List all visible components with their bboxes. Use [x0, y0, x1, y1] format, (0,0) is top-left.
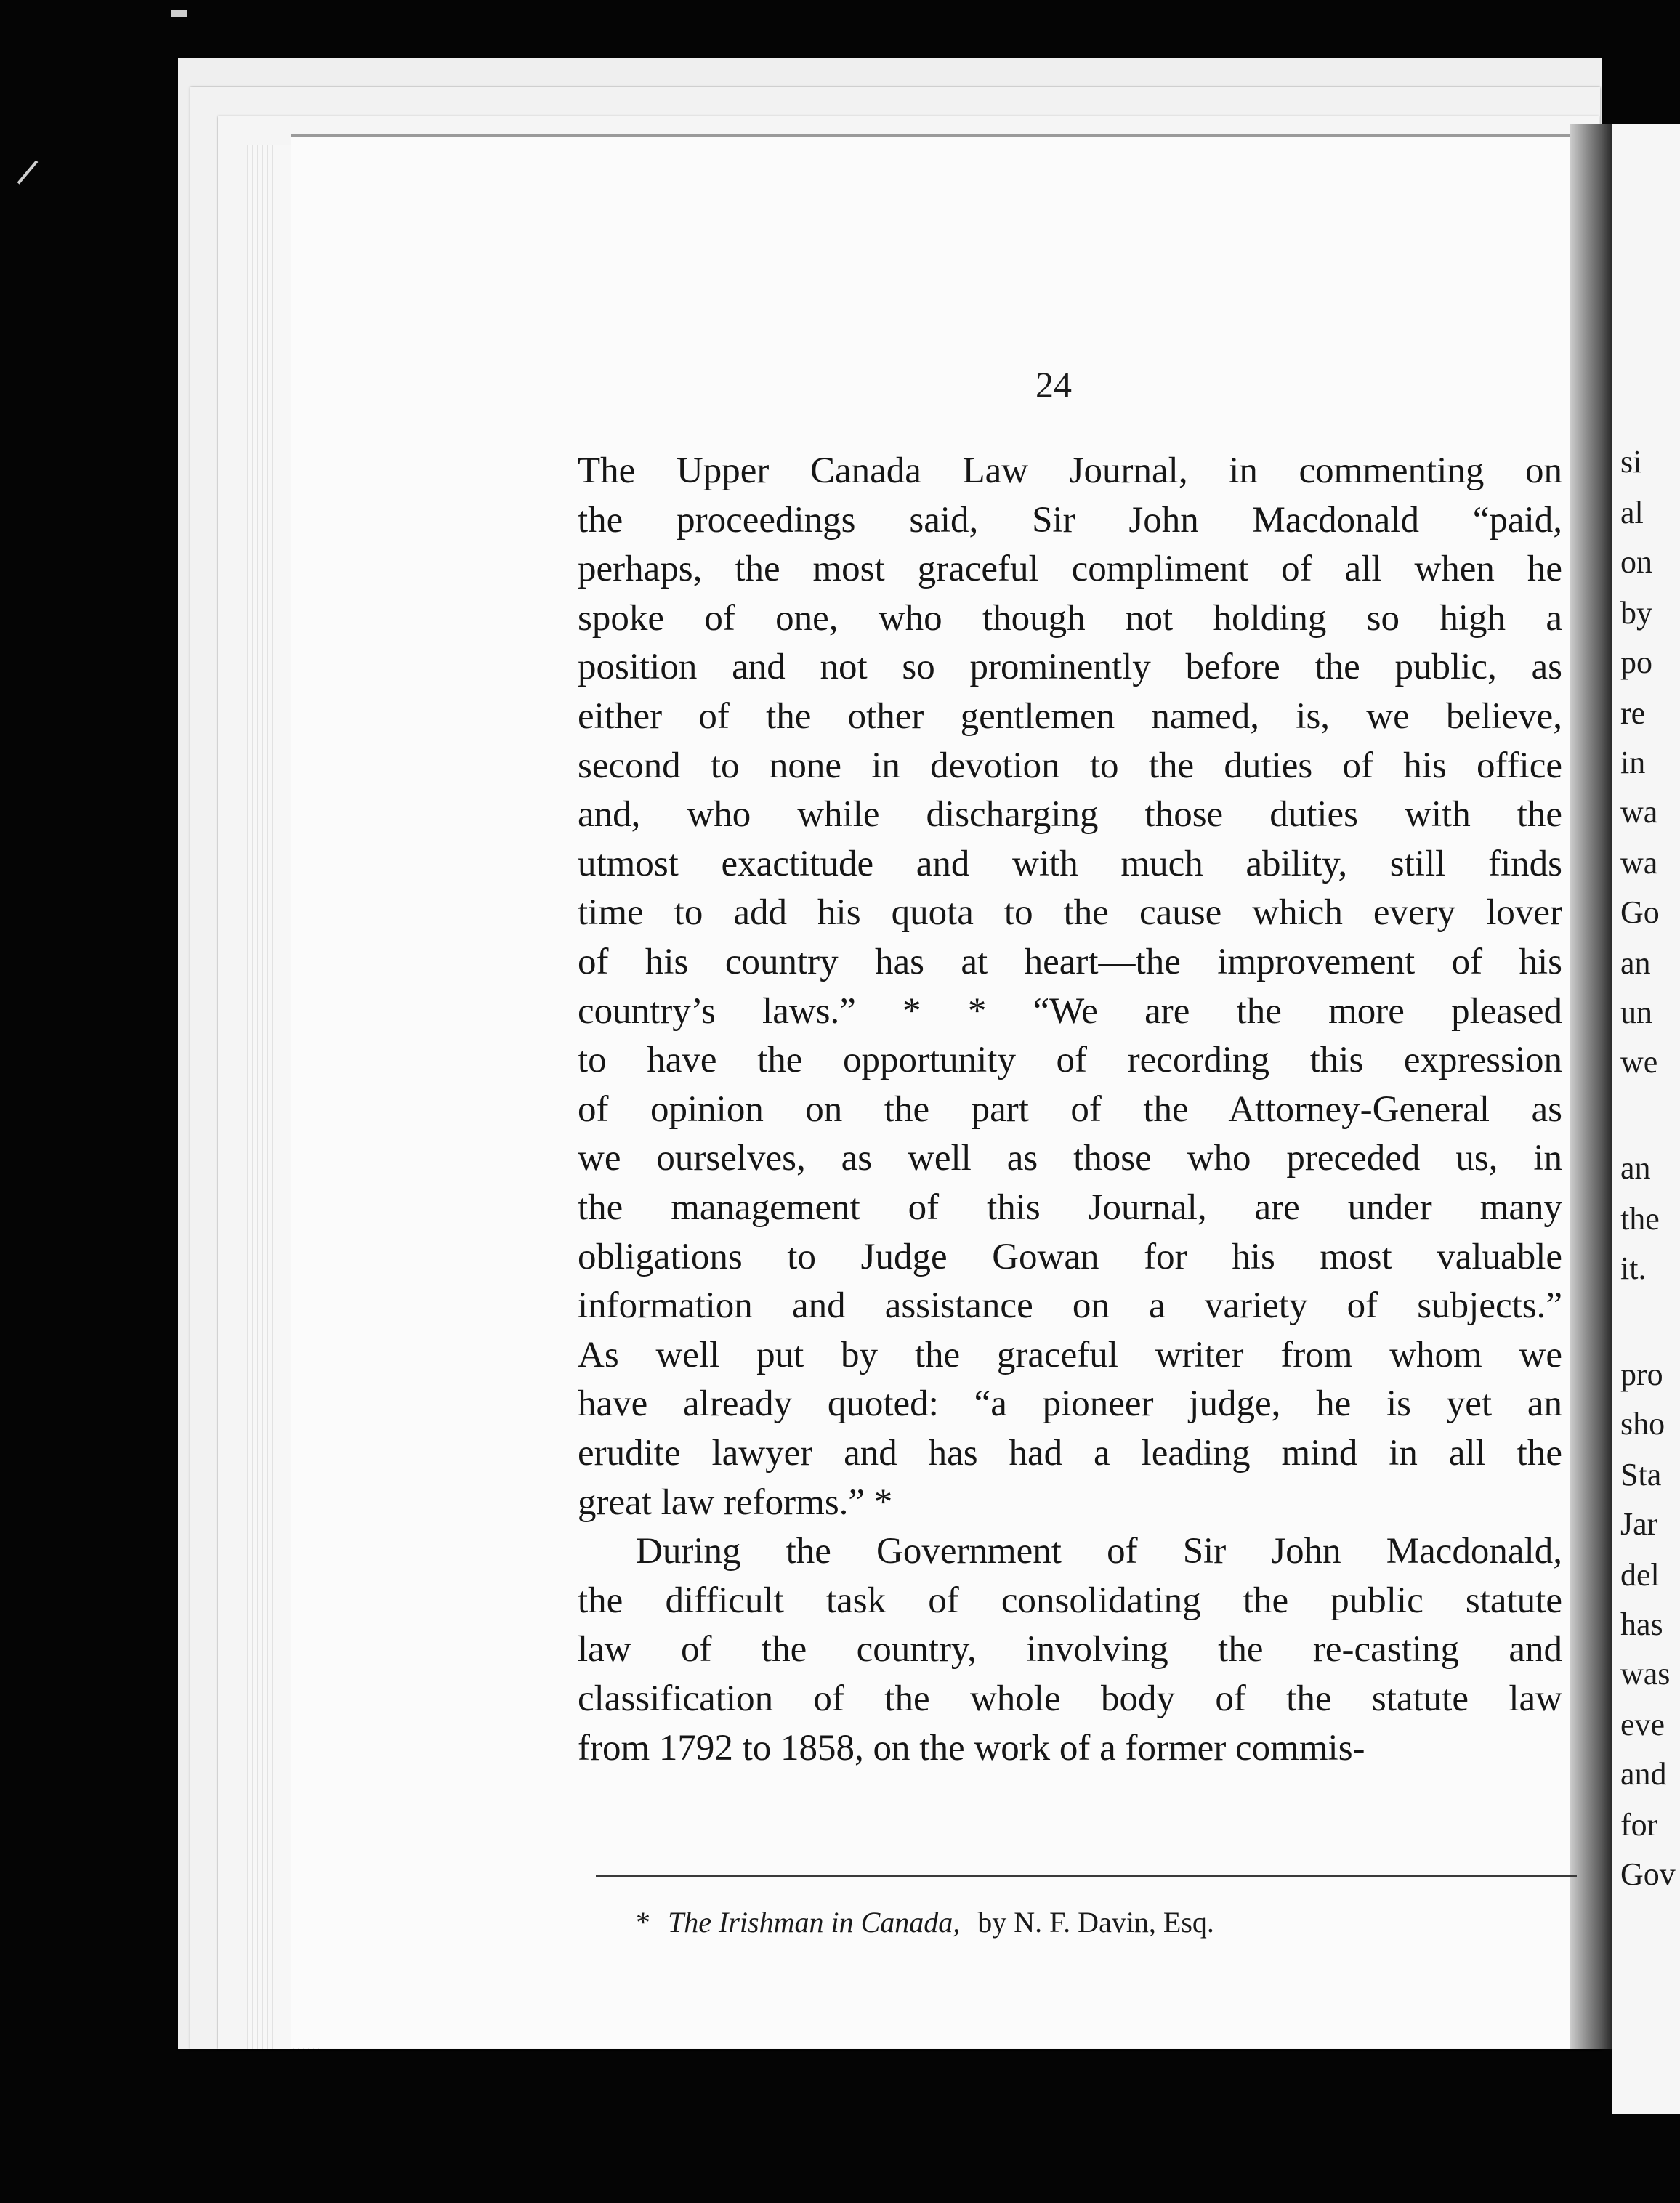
facing-page-fragment: and	[1620, 1756, 1667, 1792]
text-line: and, who while discharging those duties with the	[578, 794, 1562, 836]
text-line: to have the opportunity of recording this expression	[578, 1040, 1562, 1081]
text-line: The Upper Canada Law Journal, in commenting on	[578, 450, 1562, 491]
text-line: During the Government of Sir John Macdonald,	[636, 1531, 1562, 1572]
text-line: time to add his quota to the cause which every lover	[578, 892, 1562, 934]
text-line: of opinion on the part of the Attorney-General as	[578, 1088, 1562, 1130]
facing-page-fragment: al	[1620, 495, 1644, 530]
facing-page-fragment: an	[1620, 1150, 1651, 1186]
facing-page-fragment: Jar	[1620, 1506, 1658, 1542]
facing-page-fragment: wa	[1620, 845, 1658, 881]
facing-page-fragment: Sta	[1620, 1457, 1662, 1492]
text-line: of his country has at heart—the improvement of his	[578, 942, 1562, 982]
facing-page-fragment: an	[1620, 945, 1651, 981]
facing-page-fragment: by	[1620, 595, 1652, 631]
facing-page-fragment: eve	[1620, 1707, 1665, 1742]
facing-page-fragment: in	[1620, 745, 1646, 780]
text-line: from 1792 to 1858, on the work of a former commis-	[578, 1727, 1365, 1769]
book-gutter-shadow	[1570, 124, 1612, 2049]
scan-speck	[171, 10, 187, 17]
text-line: we ourselves, as well as those who preceded us, in	[578, 1138, 1562, 1179]
facing-page-fragment: has	[1620, 1606, 1663, 1642]
text-line: position and not so prominently before the public, as	[578, 647, 1562, 688]
text-line: law of the country, involving the re-casting and	[578, 1629, 1562, 1670]
footnote-rule	[596, 1875, 1577, 1877]
facing-page-fragment: was	[1620, 1656, 1671, 1691]
text-line: As well put by the graceful writer from whom we	[578, 1334, 1562, 1375]
facing-page	[1612, 124, 1680, 2114]
text-line: the proceedings said, Sir John Macdonald “paid,	[578, 499, 1562, 541]
facing-page-fragment: sho	[1620, 1406, 1665, 1442]
text-line: perhaps, the most graceful compliment of all when he	[578, 549, 1562, 590]
facing-page-fragment: Go	[1620, 894, 1660, 930]
facing-page-fragment: wa	[1620, 794, 1658, 830]
text-line: either of the other gentlemen named, is, we believe,	[578, 696, 1562, 737]
text-line: information and assistance on a variety of subjects.”	[578, 1285, 1562, 1327]
footnote-rest: by N. F. Davin, Esq.	[977, 1906, 1214, 1939]
facing-page-fragment: Gov	[1620, 1856, 1676, 1892]
facing-page-fragment: un	[1620, 995, 1652, 1030]
text-line: the difficult task of consolidating the public statute	[578, 1580, 1562, 1621]
facing-page-fragment: si	[1620, 444, 1642, 480]
facing-page-fragment: re	[1620, 695, 1646, 731]
footnote-marker: *	[636, 1906, 650, 1939]
facing-page-fragment: po	[1620, 644, 1652, 680]
facing-page-fragment: it.	[1620, 1250, 1647, 1286]
text-line: obligations to Judge Gowan for his most valuable	[578, 1236, 1562, 1277]
footnote	[636, 1905, 1224, 1939]
text-line: great law reforms.” *	[578, 1482, 893, 1523]
page-number: 24	[1035, 364, 1072, 405]
facing-page-fragment: for	[1620, 1807, 1658, 1843]
facing-page-fragment: the	[1620, 1201, 1660, 1237]
text-line: erudite lawyer and has had a leading mind in all the	[578, 1433, 1562, 1474]
text-line: spoke of one, who though not holding so high a	[578, 597, 1562, 639]
text-line: classification of the whole body of the statute law	[578, 1678, 1562, 1719]
facing-page-fragment: del	[1620, 1557, 1660, 1593]
facing-page-fragment: on	[1620, 544, 1652, 580]
text-line: have already quoted: “a pioneer judge, he is yet an	[578, 1383, 1562, 1425]
scan-speck	[17, 160, 39, 184]
text-line: utmost exactitude and with much ability, still finds	[578, 843, 1562, 884]
text-line: country’s laws.” * * “We are the more pleased	[578, 990, 1562, 1032]
text-line: second to none in devotion to the duties of his office	[578, 745, 1562, 786]
text-line: the management of this Journal, are under many	[578, 1187, 1562, 1228]
footnote-title: The Irishman in Canada,	[668, 1906, 961, 1939]
facing-page-fragment: pro	[1620, 1357, 1663, 1392]
facing-page-fragment: we	[1620, 1044, 1658, 1080]
